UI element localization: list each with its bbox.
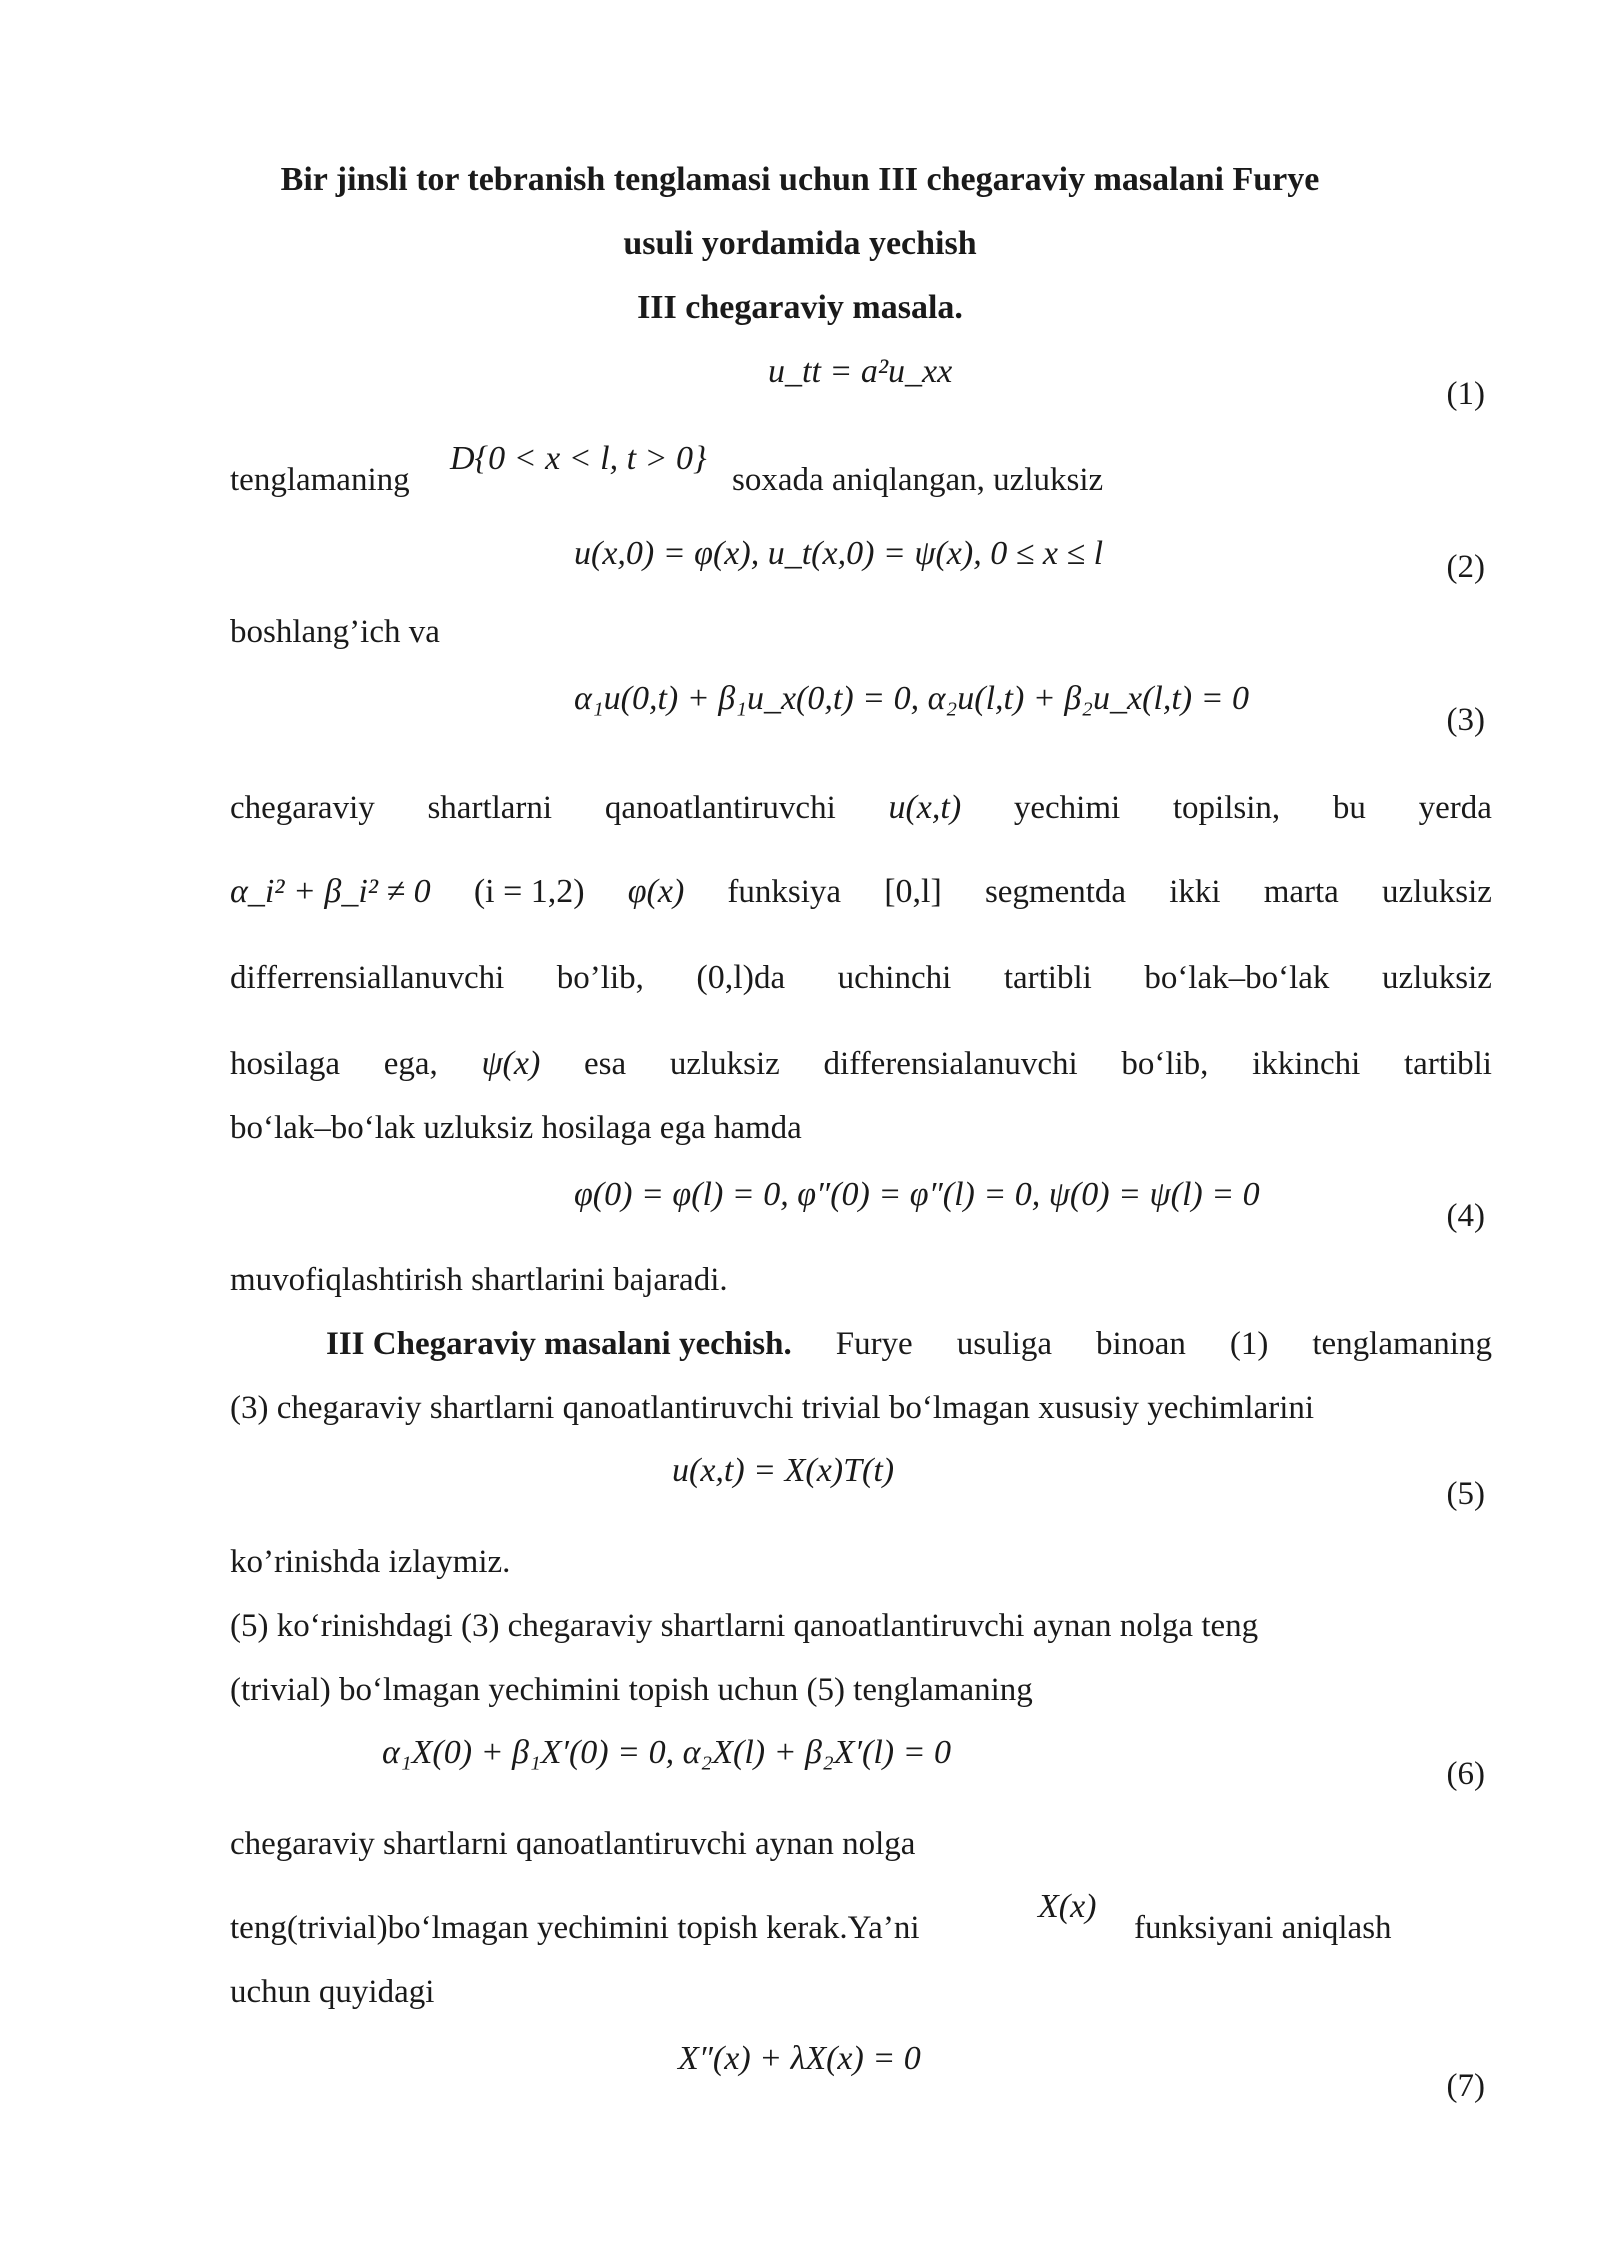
word: ikkinchi bbox=[1252, 1046, 1361, 1082]
word: yechimi bbox=[1013, 790, 1121, 826]
equation-7: X″(x) + λX(x) = 0 bbox=[678, 2040, 921, 2077]
word: ega, bbox=[383, 1046, 438, 1082]
paragraph-line-6: (3) chegaraviy shartlarni qanoatlantiruvchi trivial bo‘lmagan xususiy yechimlarini bbox=[230, 1390, 1315, 1426]
paragraph-line-5: bo‘lak–bo‘lak uzluksiz hosilaga ega hamda bbox=[230, 1110, 802, 1146]
equation-number-4: (4) bbox=[1446, 1198, 1485, 1234]
paragraph-line-7: (5) ko‘rinishdagi (3) chegaraviy shartlarni qanoatlantiruvchi aynan nolga teng bbox=[230, 1608, 1259, 1644]
title-line-3: III chegaraviy masala. bbox=[637, 289, 963, 326]
word: hosilaga bbox=[230, 1046, 340, 1082]
word: ikki bbox=[1169, 874, 1221, 910]
equation-4: φ(0) = φ(l) = 0, φ″(0) = φ″(l) = 0, ψ(0) = ψ(l) = 0 bbox=[574, 1176, 1260, 1213]
word: differrensiallanuvchi bbox=[230, 960, 505, 996]
word: tenglamaning bbox=[1312, 1326, 1492, 1362]
word: (1) bbox=[1229, 1326, 1269, 1362]
word: bo‘lib, bbox=[1121, 1046, 1209, 1082]
text-muvofiqlashtirish: muvofiqlashtirish shartlarini bajaradi. bbox=[230, 1262, 728, 1298]
paragraph-line-11: uchun quyidagi bbox=[230, 1974, 435, 2010]
equation-number-1: (1) bbox=[1446, 376, 1485, 412]
paragraph-line-4 bbox=[230, 1042, 1492, 1086]
word: topilsin, bbox=[1172, 790, 1281, 826]
word: segmentda bbox=[984, 874, 1127, 910]
paragraph-line-1 bbox=[230, 786, 1492, 830]
word: funksiya bbox=[727, 874, 842, 910]
domain-formula: D{0 < x < l, t > 0} bbox=[450, 440, 707, 477]
section-heading-line bbox=[326, 1322, 1492, 1366]
word: chegaraviy bbox=[230, 790, 375, 826]
title-line-2: usuli yordamida yechish bbox=[623, 225, 977, 262]
interval-formula: (0,l) bbox=[696, 959, 754, 996]
equation-6: α₁X(0) + β₁X′(0) = 0, α₂X(l) + β₂X′(l) = 0 bbox=[382, 1734, 952, 1771]
equation-number-2: (2) bbox=[1446, 549, 1485, 585]
word: uzluksiz bbox=[669, 1046, 780, 1082]
X-x-formula: X(x) bbox=[1038, 1888, 1097, 1925]
alpha-beta-condition: α_i² + β_i² ≠ 0 bbox=[230, 873, 431, 910]
word: qanoatlantiruvchi bbox=[604, 790, 836, 826]
equation-3: α₁u(0,t) + β₁u_x(0,t) = 0, α₂u(l,t) + β₂u_x(l,t) = 0 bbox=[574, 680, 1250, 717]
paragraph-line-8: (trivial) bo‘lmagan yechimini topish uchun (5) tenglamaning bbox=[230, 1672, 1033, 1708]
text-boshlang: boshlang’ich va bbox=[230, 614, 440, 650]
paragraph-line-10a: teng(trivial)bo‘lmagan yechimini topish kerak.Ya’ni bbox=[230, 1910, 920, 1946]
word: marta bbox=[1263, 874, 1339, 910]
equation-1: u_tt = a²u_xx bbox=[768, 353, 953, 390]
word: bo‘lak–bo‘lak bbox=[1144, 960, 1330, 996]
equation-number-7: (7) bbox=[1446, 2068, 1485, 2104]
equation-number-3: (3) bbox=[1446, 702, 1485, 738]
text-tenglamaning: tenglamaning bbox=[230, 462, 410, 498]
word: differensialanuvchi bbox=[823, 1046, 1078, 1082]
word: da bbox=[753, 960, 786, 996]
equation-number-5: (5) bbox=[1446, 1476, 1485, 1512]
word: uchinchi bbox=[837, 960, 952, 996]
title-line-1: Bir jinsli tor tebranish tenglamasi uchun III chegaraviy masalani Furye bbox=[280, 161, 1320, 198]
section-heading: III Chegaraviy masalani yechish. bbox=[326, 1326, 792, 1362]
paragraph-line-2 bbox=[230, 870, 1492, 914]
text-soxada: soxada aniqlangan, uzluksiz bbox=[732, 462, 1104, 498]
word: tartibli bbox=[1404, 1046, 1492, 1082]
paragraph-line-9: chegaraviy shartlarni qanoatlantiruvchi aynan nolga bbox=[230, 1826, 916, 1862]
equation-5: u(x,t) = X(x)T(t) bbox=[672, 1452, 895, 1489]
word: esa bbox=[584, 1046, 627, 1082]
paragraph-line-3 bbox=[230, 956, 1492, 1000]
text-korinishda: ko’rinishda izlaymiz. bbox=[230, 1544, 511, 1580]
word: tartibli bbox=[1003, 960, 1092, 996]
word: usuliga bbox=[956, 1326, 1053, 1362]
u-xt-formula: u(x,t) bbox=[888, 789, 962, 826]
equation-number-6: (6) bbox=[1446, 1756, 1485, 1792]
phi-formula: φ(x) bbox=[627, 873, 685, 910]
word: shartlarni bbox=[427, 790, 553, 826]
word: uzluksiz bbox=[1381, 874, 1492, 910]
word: bu bbox=[1332, 790, 1366, 826]
psi-formula: ψ(x) bbox=[481, 1045, 541, 1082]
word: Furye bbox=[835, 1326, 913, 1362]
word: binoan bbox=[1096, 1326, 1186, 1362]
word: uzluksiz bbox=[1381, 960, 1492, 996]
i-range: (i = 1,2) bbox=[473, 873, 585, 910]
word: bo’lib, bbox=[556, 960, 644, 996]
paragraph-line-10b: funksiyani aniqlash bbox=[1134, 1910, 1392, 1946]
equation-2: u(x,0) = φ(x), u_t(x,0) = ψ(x), 0 ≤ x ≤ l bbox=[574, 535, 1104, 572]
segment-formula: [0,l] bbox=[884, 873, 942, 910]
word: yerda bbox=[1418, 790, 1492, 826]
